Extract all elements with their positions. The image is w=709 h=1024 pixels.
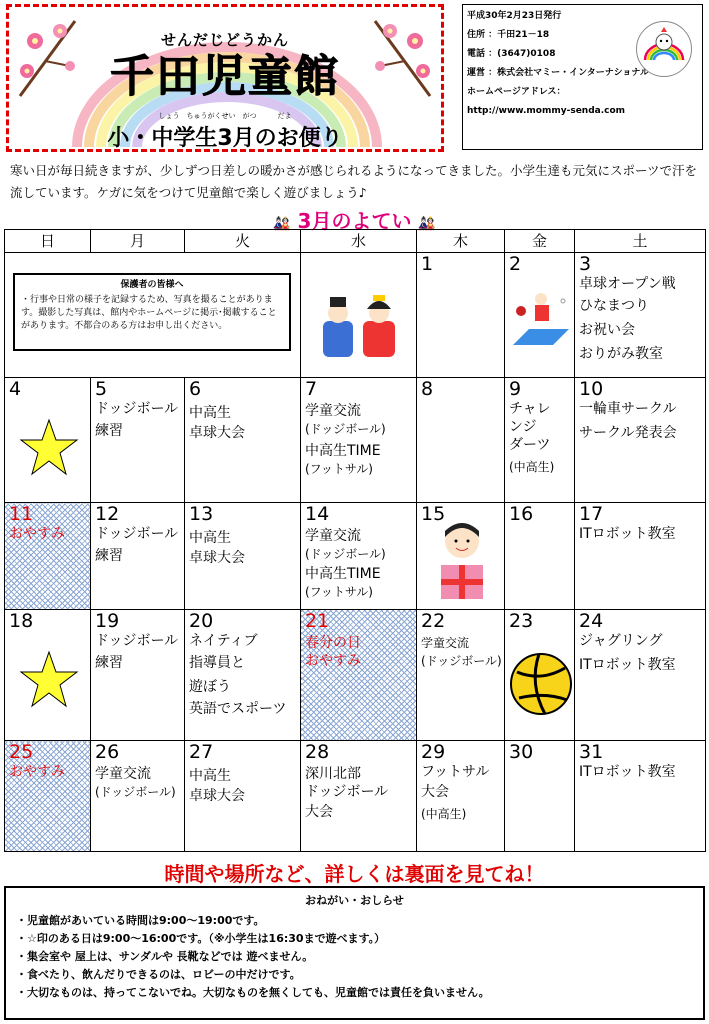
event: ジャグリング [579, 633, 663, 649]
issue-date: 平成30年2月23日発行 [467, 11, 562, 21]
day-number: 4 [9, 378, 22, 400]
day-cell-6 [185, 378, 301, 503]
day-cell-24 [575, 610, 706, 741]
notice-footer [4, 886, 705, 1020]
event: (中高生) [509, 460, 555, 474]
event: (ドッジボール) [95, 785, 176, 799]
volleyball-icon [509, 652, 573, 716]
event: 中高生 [189, 530, 231, 546]
day-cell-2 [505, 253, 575, 378]
day-cell-21 [301, 610, 417, 741]
homepage-url[interactable]: http://www.mommy-senda.com [467, 106, 626, 116]
day-cell-22 [417, 610, 505, 741]
notice-body: ・行事や日常の様子を記録するため、写真を撮ることがあります。撮影した写真は、館内やホームページに掲示･掲載することがあります。不都合のある方はお申し出ください。 [21, 295, 277, 331]
day-number: 8 [421, 378, 434, 400]
weekday-sat: 土 [575, 230, 706, 253]
subtitle-furigana: しょう ちゅうがくせい がつ だよ [158, 112, 292, 120]
event: 英語でスポーツ [189, 701, 287, 717]
event: ドッジボール [305, 784, 389, 800]
day-number: 7 [305, 378, 318, 400]
day-number: 17 [579, 503, 604, 525]
weekday-fri: 金 [505, 230, 575, 253]
day-cell-9 [505, 378, 575, 503]
table-tennis-icon [509, 289, 573, 349]
event: 学童交流 [305, 403, 361, 419]
day-number: 9 [509, 378, 522, 400]
doll-icon-left: 🎎 [273, 216, 291, 232]
event: 学童交流 [95, 766, 151, 782]
info-box [462, 4, 703, 150]
day-cell-5 [91, 378, 185, 503]
day-cell-27 [185, 741, 301, 852]
day-number: 1 [421, 253, 434, 275]
event: 春分の日 [305, 635, 361, 651]
day-cell-3 [575, 253, 706, 378]
day-cell-18 [5, 610, 91, 741]
day-cell-15 [417, 503, 505, 610]
day-number: 14 [305, 503, 330, 525]
event: フットサル [421, 764, 490, 780]
day-cell-10 [575, 378, 706, 503]
page-title: 千田児童館 [110, 51, 340, 102]
event: 学童交流 [305, 528, 361, 544]
event: おやすみ [9, 764, 65, 780]
day-number: 26 [95, 741, 120, 763]
day-number: 30 [509, 741, 534, 763]
see-back-note: 時間や場所など、詳しくは裏面を見てね！ [164, 862, 545, 886]
day-number: 11 [9, 503, 34, 525]
day-number: 24 [579, 610, 604, 632]
weekday-thu: 木 [417, 230, 505, 253]
event: ンジ [509, 419, 537, 435]
day-number: 20 [189, 610, 214, 632]
day-number: 6 [189, 378, 202, 400]
event: チャレ [509, 401, 551, 417]
footer-title: おねがい・おしらせ [305, 894, 404, 907]
doll-icon-right: 🎎 [418, 216, 436, 232]
event: サークル発表会 [579, 425, 677, 441]
event: 練習 [95, 548, 123, 564]
event: ダーツ [509, 437, 551, 453]
footer-item: ・食べたり、飲んだりできるのは、ロビーの中だけです。 [16, 968, 301, 981]
event: 指導員と [189, 655, 245, 671]
day-cell-26 [91, 741, 185, 852]
day-number: 23 [509, 610, 534, 632]
event: ITロボット教室 [579, 764, 676, 780]
phone: 電話 ：(3647)0108 [467, 49, 556, 59]
address: 住所 ：千田21－18 [467, 30, 550, 40]
star-icon [19, 650, 79, 708]
event: 中高生 [189, 405, 231, 421]
event: 中高生TIME [305, 443, 381, 459]
notice-cell [5, 253, 301, 378]
event: (中高生) [421, 807, 467, 821]
event: ドッジボール [95, 526, 179, 542]
event: 深川北部 [305, 766, 361, 782]
event: 遊ぼう [189, 679, 231, 695]
event: 学童交流 [421, 636, 470, 650]
day-number: 27 [189, 741, 214, 763]
child-with-gift-icon [431, 519, 493, 601]
event: 卓球大会 [189, 425, 245, 441]
day-number: 25 [9, 741, 34, 763]
day-cell-11 [5, 503, 91, 610]
month-title-text: 3月のよてい [297, 209, 412, 233]
day-cell-8 [417, 378, 505, 503]
day-number: 3 [579, 253, 592, 275]
day-cell-19 [91, 610, 185, 741]
footer-item: ・集会室や 屋上は、サンダルや 長靴などでは 遊べません。 [16, 950, 314, 963]
day-number: 22 [421, 610, 446, 632]
calendar [4, 229, 705, 851]
day-cell-31 [575, 741, 706, 852]
day-cell-4 [5, 378, 91, 503]
event: 大会 [305, 804, 333, 820]
footer-item: ・大切なものは、持ってこないでね。大切なものを無くしても、児童館では責任を負いません。 [16, 986, 490, 999]
event: 中高生 [189, 768, 231, 784]
event: (フットサル) [305, 462, 373, 476]
day-number: 5 [95, 378, 108, 400]
page-subtitle: 小・中学生3月のお便り [107, 126, 343, 151]
event: おやすみ [9, 526, 65, 542]
day-number: 21 [305, 610, 330, 632]
day-cell-30 [505, 741, 575, 852]
day-number: 29 [421, 741, 446, 763]
event: 一輪車サークル [579, 401, 677, 417]
notice-title: 保護者の皆様へ [120, 280, 184, 290]
title-banner [6, 4, 444, 152]
event: 練習 [95, 655, 123, 671]
event: ドッジボール [95, 633, 179, 649]
day-number: 18 [9, 610, 34, 632]
event: おやすみ [305, 653, 361, 669]
intro-text: 寒い日が毎日続きますが、少しずつ日差しの暖かさが感じられるようになってきました。小学生達も元気にスポーツで汗を流しています。ケガに気をつけて児童館で楽しく遊びましょう♪ [10, 163, 698, 200]
day-number: 12 [95, 503, 120, 525]
day-number: 19 [95, 610, 120, 632]
event: ITロボット教室 [579, 657, 676, 673]
event: ドッジボール [95, 401, 179, 417]
day-number: 13 [189, 503, 214, 525]
event: ITロボット教室 [579, 526, 676, 542]
weekday-tue: 火 [185, 230, 301, 253]
event: 卓球オープン戦 [579, 276, 676, 292]
event: 大会 [421, 784, 449, 800]
day-number: 15 [421, 503, 446, 525]
day-cell-16 [505, 503, 575, 610]
event: おりがみ教室 [579, 346, 663, 362]
parent-notice [13, 273, 291, 351]
weekday-wed: 水 [301, 230, 417, 253]
day-cell-13 [185, 503, 301, 610]
event: ネイティブ [189, 633, 258, 649]
day-number: 16 [509, 503, 534, 525]
event: ひなまつり [579, 298, 649, 314]
event: 卓球大会 [189, 550, 245, 566]
operator: 運営 ：株式会社マミー・インターナショナル [467, 68, 649, 78]
title-kicker: せんだじどうかん [160, 31, 289, 49]
day-cell-28 [301, 741, 417, 852]
hina-doll-cell [301, 253, 417, 378]
homepage-label: ホームページアドレス： [467, 87, 566, 97]
event: (ドッジボール) [305, 422, 386, 436]
hina-dolls-icon [319, 291, 399, 361]
star-icon [19, 418, 79, 476]
weekday-sun: 日 [5, 230, 91, 253]
mascot-logo-icon [636, 21, 692, 77]
day-cell-7 [301, 378, 417, 503]
event: (フットサル) [305, 585, 373, 599]
day-number: 2 [509, 253, 522, 275]
day-cell-12 [91, 503, 185, 610]
day-number: 31 [579, 741, 604, 763]
day-cell-29 [417, 741, 505, 852]
weekday-mon: 月 [91, 230, 185, 253]
event: (ドッジボール) [305, 547, 386, 561]
event: 中高生TIME [305, 566, 381, 582]
event: お祝い会 [579, 322, 635, 338]
footer-item: ・児童館があいている時間は9:00～19:00です。 [16, 914, 265, 927]
footer-item: ・☆印のある日は9:00～16:00です。（※小学生は16:30まで遊べます。） [16, 932, 386, 945]
event: 卓球大会 [189, 788, 245, 804]
day-cell-20 [185, 610, 301, 741]
day-number: 28 [305, 741, 330, 763]
event: (ドッジボール) [421, 654, 502, 668]
day-number: 10 [579, 378, 604, 400]
day-cell-14 [301, 503, 417, 610]
event: 練習 [95, 423, 123, 439]
day-cell-25 [5, 741, 91, 852]
day-cell-17 [575, 503, 706, 610]
day-cell-23 [505, 610, 575, 741]
day-cell-1 [417, 253, 505, 378]
